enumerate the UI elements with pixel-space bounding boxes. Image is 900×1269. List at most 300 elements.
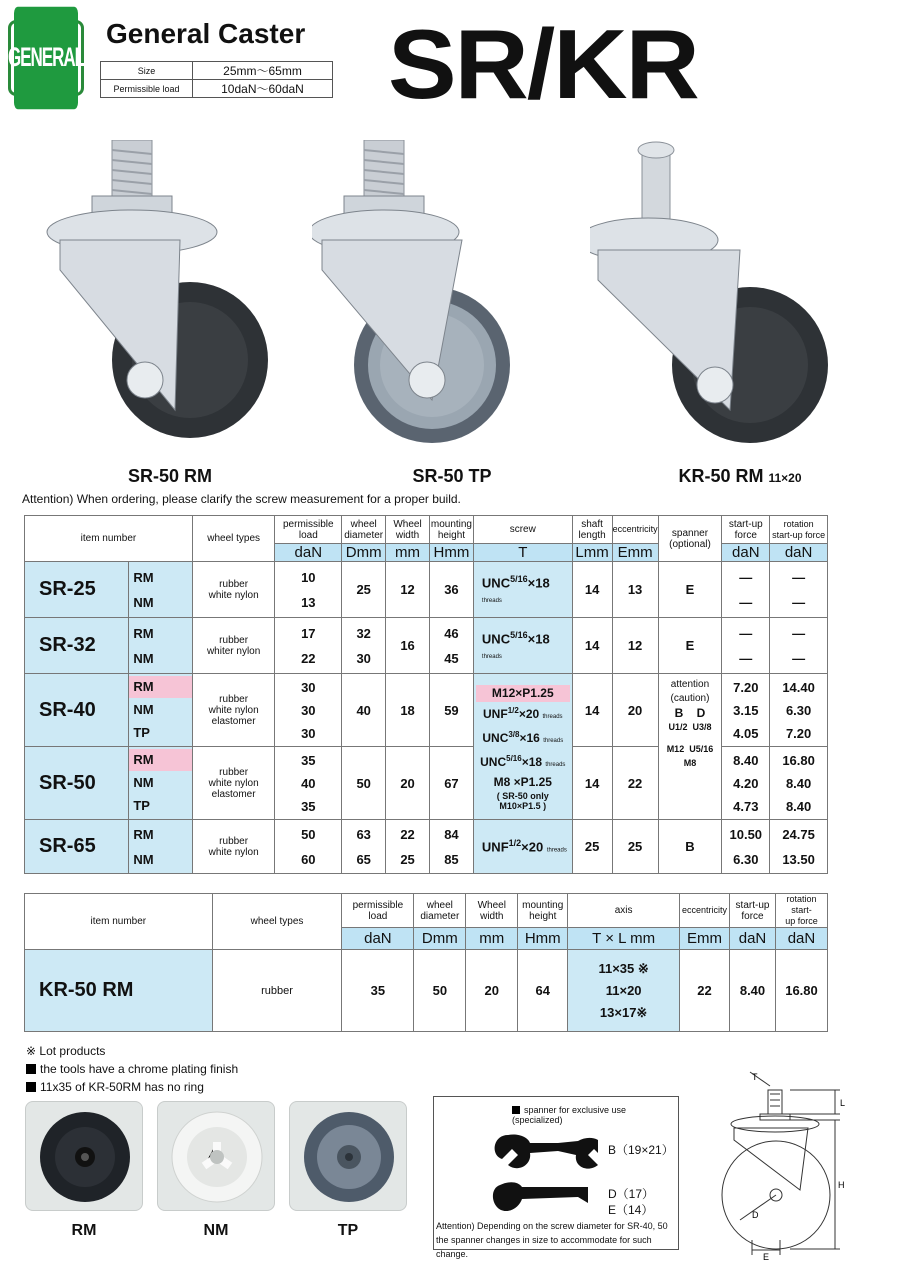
table-cell [770,618,828,674]
cell-text: height [529,910,557,922]
table-row [25,820,828,874]
table-cell [192,747,275,820]
cell-text: 65 [356,851,371,867]
cell-text: 11×35 ※ [598,960,649,976]
cell-text: — [739,594,753,610]
header-width [386,516,430,544]
cell-text: 46 [444,625,459,641]
cell-text: 4.73 [733,798,759,814]
table-cell: 18 [386,674,430,747]
cell-text: threads [545,761,566,768]
cell-text: mounting [430,518,472,530]
cell-text: RM [133,625,154,641]
cell-text [659,742,722,756]
unit-startup: daN [730,928,776,950]
cell-text [659,706,722,720]
note-ring: 11x35 of KR-50RM has no ring [26,1078,238,1096]
square-bullet-icon [26,1082,36,1092]
cell-text: — [792,569,806,585]
table-cell [129,747,193,820]
table-cell: 14 [572,674,612,747]
table-cell: 67 [429,747,473,820]
cell-text: diameter [420,910,460,922]
attention-note: Attention) When ordering, please clarify the screw measurement for a proper build. [22,492,461,506]
cell-text: 4.20 [733,775,759,791]
model-name: SR-65 [25,820,129,874]
cell-text: RM [133,569,154,585]
table-cell: 40 [342,674,386,747]
cell-text: load [368,910,388,922]
header-eccentricity: eccentricity [680,894,730,928]
cell-text: diameter [344,529,384,541]
spanner-b-size: B（19×21） [608,1143,674,1157]
cell-text: 13×17※ [599,1004,648,1020]
table-cell [129,618,193,674]
cell-text: ×18 [527,575,550,591]
cell-text: 35 [301,752,316,768]
cell-text: 17 [301,625,316,641]
cell-text: RM [129,749,192,771]
cell-text: M12×P1.25 [476,685,570,702]
table-cell: E [658,618,722,674]
table-cell: 14 [572,562,612,618]
cell-text: start-up force [772,529,826,540]
square-bullet-icon [512,1106,520,1114]
cell-text: permissible [352,899,404,911]
table-cell: 13 [612,562,658,618]
cell-text: $UNC^{3/8}\times 16$ threads [482,729,564,745]
table-cell [568,950,680,1032]
table-cell: 50 [342,747,386,820]
header-startup [730,894,776,928]
table-cell: $UNF^{1/2}\times 20$ threads [473,820,572,874]
cell-text: UNC [482,730,509,745]
product-caption: SR-50 RM [127,466,212,486]
cell-text: U1/2 [668,722,688,732]
cell-text: UNF [481,839,509,855]
cell-text: up force [785,916,818,926]
model-series-title: SR/KR [388,9,698,119]
wheel-caption: TP [337,1222,359,1239]
cell-text: U3/8 [692,722,712,732]
header-axis: axis [568,894,680,928]
spanner-box [433,1096,679,1259]
cell-text: M12 [666,744,685,754]
dim-e-label: E [763,1252,770,1260]
caster-image-kr50rm [590,140,830,460]
cell-text: elastomer [211,715,256,727]
unit-load: daN [342,928,414,950]
table-cell: 64 [518,950,568,1032]
cell-text: ( SR-50 only M10×P1.5 ) [496,790,549,811]
unit-load: daN [275,544,342,562]
spanner-e-size: E（14） [608,1203,654,1217]
cell-text: 3.15 [733,702,759,718]
cell-text: B [674,706,684,720]
cell-text: 8.40 [733,752,759,768]
spec-key: Permissible load [101,80,193,98]
unit-axis: T × L mm [568,928,680,950]
cell-text: 6.30 [733,851,759,867]
cell-text: 32 [356,625,371,641]
table-cell [129,674,193,747]
cell-text: NM [133,650,154,666]
table-cell [275,562,342,618]
cell-text: UNF [483,706,508,721]
table-cell [192,674,275,747]
header-wheel-types: wheel types [212,894,342,950]
cell-text: load [298,529,318,541]
header-load [342,894,414,928]
cell-text: ×20 [518,706,540,721]
table-cell: 20 [466,950,518,1032]
dim-d-label: D [752,1210,759,1220]
cell-text [659,720,722,734]
unit-rotation: daN [775,928,827,950]
table-cell [192,820,275,874]
header-diameter [414,894,466,928]
cell-text: start-up [728,518,763,530]
wheel-caption: NM [203,1222,229,1239]
spanner-icon [488,1125,598,1215]
cell-text: TP [133,725,150,740]
cell-text: width [480,910,504,922]
table-cell: 16 [386,618,430,674]
header-rotation [775,894,827,928]
header-screw: screw [473,516,572,544]
notes [26,1042,238,1096]
cell-text: 85 [444,851,459,867]
table-cell: E [658,562,722,618]
table-cell [342,618,386,674]
caster-image-sr50rm [30,140,270,460]
header-eccentricity: eccentricity [612,516,658,544]
table-cell: 8.40 [730,950,776,1032]
cell-text: ×20 [521,839,544,855]
cell-text: 25 [400,851,415,867]
cell-text: rotation [783,518,814,529]
cell-text: 6.30 [785,702,812,718]
spanner-d-size: D（17） [608,1187,655,1201]
cell-text: 8.40 [785,798,812,814]
spec-table [100,61,333,98]
cell-text: 10.50 [729,826,763,842]
cell-text: $UNF^{1/2}\times 20$ threads [483,705,563,721]
page-title: General Caster [106,18,306,49]
table-cell: 22 [680,950,730,1032]
cell-text: start-up [735,899,770,911]
table-cell: rubber [212,950,342,1032]
header-spanner [658,516,722,562]
cell-text: 50 [301,826,316,842]
table-cell [386,820,430,874]
cell-text: SR-50 only [502,790,549,801]
table-cell: $UNC^{5/16}\times 18$ threads [473,562,572,618]
table-cell [129,820,193,874]
table-row [25,674,828,747]
header-startup [722,516,770,544]
cell-text: $UNC^{5/16}\times 18$ threads [480,753,566,769]
cell-text: RM [129,676,192,698]
table-cell [192,618,275,674]
table-cell: $UNC^{5/16}\times 18$ threads [473,618,572,674]
badge-label: GENERAL [14,7,78,109]
cell-text: rubber [219,634,249,646]
cell-text: 10 [301,569,316,585]
wheel-caption: RM [71,1222,97,1239]
model-name: SR-50 [25,747,129,820]
unit-height: Hmm [518,928,568,950]
table-cell: 22 [612,747,658,820]
cell-text: 16.80 [782,752,815,768]
cell-text: NM [133,851,154,867]
cell-text: threads [542,713,563,720]
table-cell [342,820,386,874]
cell-text: (caution) [670,693,710,704]
cell-text: UNC [481,575,511,591]
cell-text: RM [133,826,154,842]
spanner-note: Attention) Depending on the screw diameter for SR-40, 50 the spanner changes in size to accommodate for such change. [436,1221,668,1259]
cell-text: 45 [444,650,459,666]
cell-text [659,756,722,770]
cell-text: rubber [219,766,249,778]
cell-text: white nylon [208,589,259,601]
cell-text: attention [670,679,710,690]
table-cell [275,618,342,674]
cell-text: UNC [480,754,507,769]
screw-group [473,674,572,820]
spanner-group [658,674,722,820]
cell-text: D [696,706,706,720]
cell-text: mounting [522,899,564,911]
header-width [466,894,518,928]
model-name: SR-25 [25,562,129,618]
unit-rotation: daN [770,544,828,562]
model-name: SR-40 [25,674,129,747]
cell-text: 13 [301,594,316,610]
table-cell [275,820,342,874]
note-chrome: the tools have a chrome plating finish [26,1060,238,1078]
table-cell: 35 [342,950,414,1032]
cell-text: 22 [400,826,415,842]
dim-t-label: T [752,1072,758,1082]
table-cell [275,747,342,820]
cell-text: 30 [301,702,316,718]
cell-text: ×18 [527,631,550,647]
header-diameter [342,516,386,544]
cell-text: 4.05 [733,725,759,741]
header-item-number: item number [25,894,213,950]
cell-text: permissible [283,518,334,530]
table-cell [429,618,473,674]
sr-spec-table [24,515,828,874]
table-cell [722,674,770,747]
cell-text: threads [481,598,502,605]
wheel-image-nm [157,1101,275,1211]
cell-text: wheel [350,518,377,530]
cell-text: 7.20 [785,725,812,741]
caster-image-sr50tp [312,140,552,460]
spec-value: 10daN～60daN [193,80,333,98]
cell-text: — [739,569,753,585]
table-cell: 12 [386,562,430,618]
table-cell [129,562,193,618]
table-cell: 25 [612,820,658,874]
cell-text: height [437,529,466,541]
cell-text: threads [546,847,567,854]
wheel-image-tp [289,1101,407,1211]
cell-text: 60 [301,851,316,867]
cell-text: spanner [671,527,709,539]
cell-text: threads [543,737,564,744]
cell-text: (optional) [669,538,711,550]
cell-text: 63 [356,826,371,842]
cell-text: — [739,625,753,641]
cell-text: 22 [301,650,316,666]
table-cell [770,747,828,820]
cell-text: white nylon [208,704,259,716]
cell-text: M8 ×P1.25 [493,774,552,789]
table-cell [770,820,828,874]
dim-l-label: L [840,1098,846,1108]
cell-text: shaft [581,518,603,530]
header-item-number: item number [25,516,193,562]
product-caption: SR-50 TP [412,466,492,486]
unit-height: Hmm [429,544,473,562]
cell-text: 30 [301,725,316,741]
model-name: SR-32 [25,618,129,674]
cell-text: 13.50 [782,851,815,867]
table-row [25,618,828,674]
cell-text: ×18 [521,754,543,769]
cell-text: 24.75 [782,826,815,842]
table-row [25,562,828,618]
table-cell [770,562,828,618]
cell-text: whiter nylon [206,645,261,657]
cell-text: M8 [683,758,697,768]
cell-text: ×16 [519,730,540,745]
table-cell: 16.80 [775,950,827,1032]
unit-screw: T [473,544,572,562]
unit-shaft: Lmm [572,544,612,562]
table-cell: 50 [414,950,466,1032]
cell-text: 30 [301,679,316,695]
cell-text: elastomer [211,788,256,800]
cell-text: 84 [444,826,459,842]
cell-text: rubber [219,578,249,590]
cell-text: white nylon [208,777,259,789]
cell-text: 11×20 [605,982,642,998]
cell-text: Wheel [477,899,506,911]
unit-width: mm [466,928,518,950]
table-cell: 14 [572,747,612,820]
cell-text: length [578,529,606,541]
spec-key: Size [101,62,193,80]
unit-diameter: Dmm [414,928,466,950]
dimension-diagram [690,1070,890,1260]
cell-text: threads [481,654,502,661]
cell-text: rubber [219,835,249,847]
unit-diameter: Dmm [342,544,386,562]
table-cell [192,562,275,618]
general-badge [8,20,84,96]
cell-text: 40 [301,775,316,791]
table-row [25,950,828,1032]
table-cell: 59 [429,674,473,747]
cell-text: 8.40 [785,775,812,791]
header-height [518,894,568,928]
cell-text: 7.20 [733,679,759,695]
header-load [275,516,342,544]
cell-text: width [395,529,420,541]
table-cell: 36 [429,562,473,618]
unit-ecc: Emm [612,544,658,562]
cell-text: 35 [301,798,316,814]
cell-text: NM [133,775,154,790]
header-shaft [572,516,612,544]
table-cell [722,820,770,874]
cell-text: white nylon [208,846,259,858]
cell-text: TP [133,798,150,813]
model-name: KR-50 RM [25,950,213,1032]
table-cell: 25 [342,562,386,618]
table-cell: 12 [612,618,658,674]
table-cell: 20 [386,747,430,820]
cell-text: — [739,650,753,666]
product-caption: KR-50 RM 11×20 [678,466,802,486]
cell-text: — [792,625,806,641]
unit-width: mm [386,544,430,562]
table-cell [722,747,770,820]
cell-text: force [734,529,757,541]
header-rotation [770,516,828,544]
cell-text: NM [133,702,154,717]
spanner-title: spanner for exclusive use (specialized) [512,1105,627,1125]
note-lot: ※ Lot products [26,1044,106,1058]
table-cell [722,562,770,618]
wheel-image-rm [25,1101,143,1211]
unit-startup: daN [722,544,770,562]
cell-text: — [792,594,806,610]
table-cell [722,618,770,674]
table-cell: 20 [612,674,658,747]
cell-text: NM [133,594,154,610]
kr-spec-table [24,893,828,1032]
table-cell [429,820,473,874]
cell-text: M10×P1.5 [499,800,541,811]
cell-text: rubber [219,693,249,705]
cell-text: Wheel [393,518,422,530]
cell-text: 30 [356,650,371,666]
cell-text: U5/16 [689,744,714,754]
table-cell: B [658,820,722,874]
header-wheel-types: wheel types [192,516,275,562]
header-height [429,516,473,544]
cell-text: force [741,910,764,922]
cell-text: UNC [481,631,511,647]
square-bullet-icon [26,1064,36,1074]
table-cell: 14 [572,618,612,674]
table-cell: 25 [572,820,612,874]
dim-h-label: H [838,1180,845,1190]
cell-text: rotation start- [786,894,817,915]
spec-value: 25mm～65mm [193,62,333,80]
cell-text: wheel [426,899,453,911]
unit-ecc: Emm [680,928,730,950]
cell-text: 14.40 [782,679,815,695]
table-cell [770,674,828,747]
table-cell [275,674,342,747]
